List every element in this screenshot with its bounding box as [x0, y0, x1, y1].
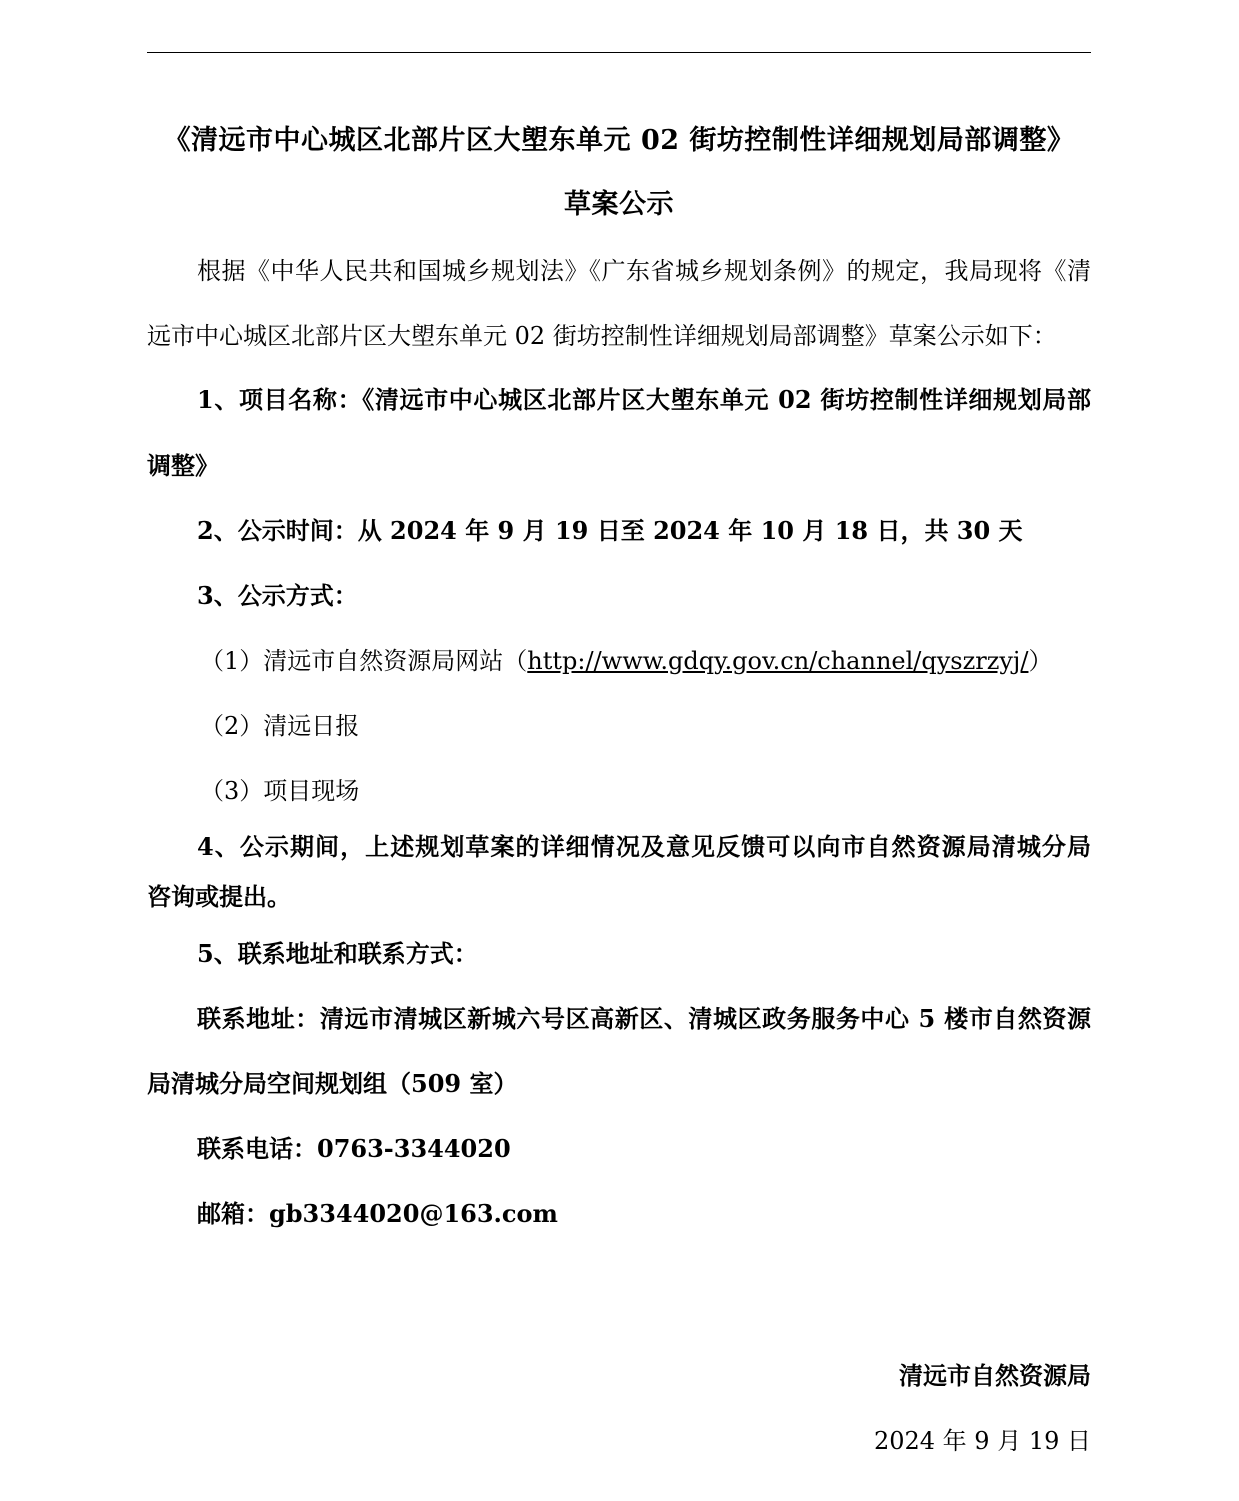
intro-line-2: 远市中心城区北部片区大塱东单元 02 街坊控制性详细规划局部调整》草案公示如下： [147, 322, 1057, 350]
item2-publicity-period: 2、公示时间：从 2024 年 9 月 19 日至 2024 年 10 月 18 日，共 30 天 [197, 516, 1023, 545]
signature-org: 清远市自然资源局 [899, 1361, 1091, 1390]
item3-heading: 3、公示方式： [197, 581, 358, 610]
item3-sub1 [0, 643, 1091, 679]
signature-date: 2024 年 9 月 19 日 [873, 1427, 1091, 1455]
title-line-2: 草案公示 [564, 189, 674, 220]
address-line-2: 局清城分局空间规划组（509 室） [147, 1069, 518, 1098]
item3-sub1-prefix: （1）清远市自然资源局网站（ [200, 647, 528, 675]
header-rule [147, 52, 1091, 53]
item3-sub2: （2）清远日报 [200, 712, 360, 740]
website-link[interactable]: http://www.gdqy.gov.cn/channel/qyszrzyj/ [527, 647, 1029, 675]
item5-heading: 5、联系地址和联系方式： [197, 939, 478, 968]
item3-sub3: （3）项目现场 [200, 777, 360, 805]
item1-line-2: 调整》 [147, 451, 219, 480]
item3-sub1-suffix: ） [1028, 647, 1053, 675]
title-line-1: 《清远市中心城区北部片区大塱东单元 02 街坊控制性详细规划局部调整》 [163, 125, 1075, 156]
contact-email: 邮箱：gb3344020@163.com [197, 1199, 558, 1228]
item4-line-1: 4、公示期间，上述规划草案的详细情况及意见反馈可以向市自然资源局清城分局 [197, 832, 1091, 861]
item4-line-2: 咨询或提出。 [147, 882, 291, 911]
address-line-1: 联系地址：清远市清城区新城六号区高新区、清城区政务服务中心 5 楼市自然资源 [197, 1004, 1091, 1033]
item1-line-1: 1、项目名称：《清远市中心城区北部片区大塱东单元 02 街坊控制性详细规划局部 [197, 385, 1091, 414]
contact-phone: 联系电话：0763-3344020 [197, 1134, 511, 1163]
intro-line-1: 根据《中华人民共和国城乡规划法》《广东省城乡规划条例》的规定，我局现将《清 [197, 257, 1091, 285]
